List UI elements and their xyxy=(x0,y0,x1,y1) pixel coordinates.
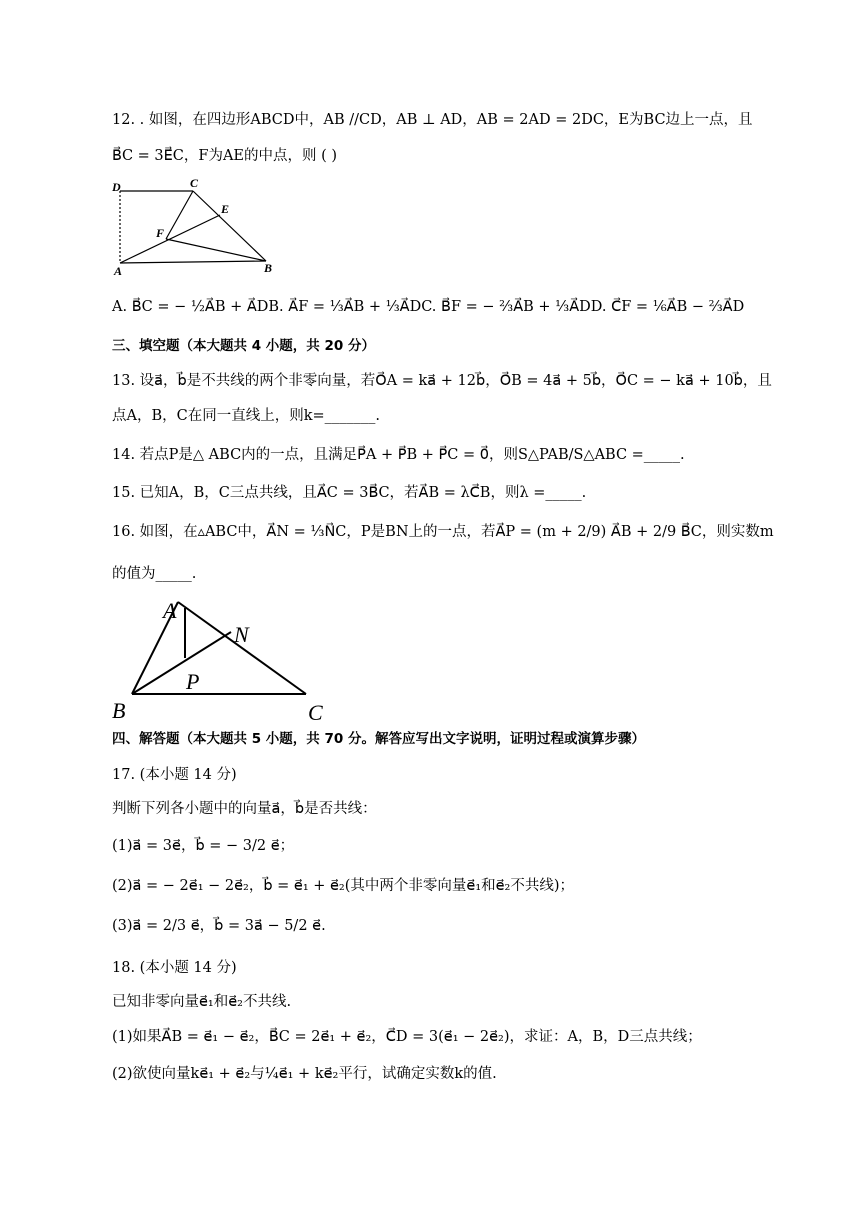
q17-intro: 判断下列各小题中的向量a⃗，b⃗是否共线： xyxy=(112,801,377,817)
q17-part2: (2)a⃗ = − 2e⃗₁ − 2e⃗₂，b⃗ = e⃗₁ + e⃗₂(其中两个非零向量e⃗₁和e⃗₂不共线)； xyxy=(112,878,575,894)
q17-part3: (3)a⃗ = 2/3 e⃗，b⃗ = 3a⃗ − 5/2 e⃗. xyxy=(112,918,326,934)
label-C: C xyxy=(308,700,323,725)
q18-intro: 已知非零向量e⃗₁和e⃗₂不共线. xyxy=(112,994,292,1010)
q15-line1: 15. 已知A，B，C三点共线，且A⃗C = 3B⃗C，若A⃗B = λC⃗B，则λ =_____. xyxy=(112,485,587,501)
label-P: P xyxy=(186,669,200,694)
q12-line1: 12. . 如图，在四边形ABCD中，AB //CD，AB ⊥ AD，AB = 2AD = 2DC，E为BC边上一点，且 xyxy=(112,112,753,128)
label-B: B xyxy=(264,261,273,275)
label-D: D xyxy=(112,180,121,194)
q18-header: 18. (本小题 14 分) xyxy=(112,960,237,976)
q16-figure xyxy=(108,596,333,726)
q13-line1: 13. 设a⃗，b⃗是不共线的两个非零向量，若O⃗A = ka⃗ + 12b⃗，O⃗B = 4a⃗ + 5b⃗，O⃗C = − ka⃗ + 10b⃗，且 xyxy=(112,373,772,389)
label-B: B xyxy=(112,698,126,723)
q17-part1: (1)a⃗ = 3e⃗，b⃗ = − 3/2 e⃗； xyxy=(112,838,295,854)
q16-line1: 16. 如图，在▵ABC中，A⃗N = ⅓N⃗C，P是BN上的一点，若A⃗P = (m + 2/9) A⃗B + 2/9 B⃗C，则实数m xyxy=(112,524,774,540)
q17-header: 17. (本小题 14 分) xyxy=(112,767,237,783)
label-A: A xyxy=(114,264,123,278)
section4-title: 四、解答题（本大题共 5 小题，共 70 分。解答应写出文字说明，证明过程或演算步骤） xyxy=(112,731,645,747)
label-E: E xyxy=(221,202,230,216)
label-N: N xyxy=(234,622,249,647)
q13-line2: 点A，B，C在同一直线上，则k=_______. xyxy=(112,408,381,424)
q12-figure xyxy=(108,175,283,280)
label-F: F xyxy=(156,226,165,240)
section3-title: 三、填空题（本大题共 4 小题，共 20 分） xyxy=(112,338,375,354)
label-C: C xyxy=(190,176,199,190)
q18-part1: (1)如果A⃗B = e⃗₁ − e⃗₂，B⃗C = 2e⃗₁ + e⃗₂，C⃗D = 3(e⃗₁ − 2e⃗₂)，求证：A，B，D三点共线； xyxy=(112,1029,702,1045)
q12-line2: B⃗C = 3E⃗C，F为AE的中点，则 ( ) xyxy=(112,148,338,164)
q14-line1: 14. 若点P是△ ABC内的一点，且满足P⃗A + P⃗B + P⃗C = 0⃗，则S△PAB/S△ABC =_____. xyxy=(112,447,685,463)
q12-options: A. B⃗C = − ½A⃗B + A⃗DB. A⃗F = ⅓A⃗B + ⅓A⃗DC. B⃗F = − ⅔A⃗B + ⅓A⃗DD. C⃗F = ⅙A⃗B − ⅔A⃗D xyxy=(112,299,745,315)
q16-line2: 的值为_____. xyxy=(112,566,197,582)
label-A: A xyxy=(163,598,177,623)
q18-part2: (2)欲使向量ke⃗₁ + e⃗₂与¼e⃗₁ + ke⃗₂平行，试确定实数k的值. xyxy=(112,1066,497,1082)
